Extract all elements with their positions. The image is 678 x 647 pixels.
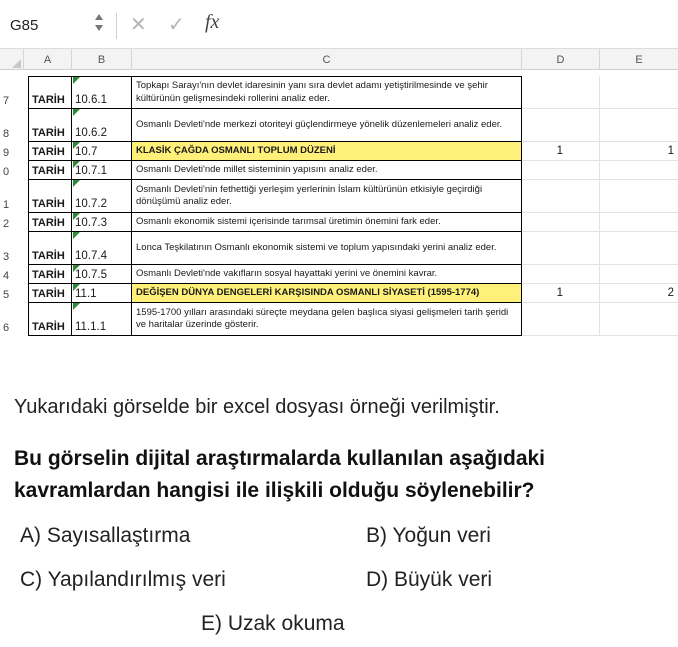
- row-header[interactable]: 4: [3, 270, 10, 282]
- cell-c[interactable]: [132, 303, 522, 336]
- cell-b[interactable]: [72, 232, 132, 265]
- cell-a[interactable]: TARİH: [28, 303, 72, 336]
- cell-c-text: DEĞİŞEN DÜNYA DENGELERİ KARŞISINDA OSMANLI SİYASETİ (1595-1774): [136, 286, 480, 298]
- cell-e[interactable]: [600, 161, 678, 180]
- cell-c[interactable]: [132, 161, 522, 180]
- option-e[interactable]: E) Uzak okuma: [201, 612, 345, 635]
- cell-e[interactable]: [600, 109, 678, 142]
- error-indicator-icon: [73, 213, 80, 220]
- row-header[interactable]: 6: [3, 322, 10, 334]
- cell-d[interactable]: [522, 180, 600, 213]
- cell-b-text: 10.6.1: [75, 94, 107, 106]
- error-indicator-icon: [73, 161, 80, 168]
- row-header[interactable]: 0: [3, 166, 10, 178]
- cell-c[interactable]: [132, 213, 522, 232]
- cell-a[interactable]: TARİH: [28, 180, 72, 213]
- error-indicator-icon: [73, 142, 80, 149]
- cell-b-text: 10.7.4: [75, 250, 107, 262]
- cell-d[interactable]: [522, 265, 600, 284]
- cell-d[interactable]: [522, 303, 600, 336]
- question-line-2: kavramlardan hangisi ile ilişkili olduğu söylenebilir?: [14, 479, 535, 502]
- cell-b[interactable]: [72, 109, 132, 142]
- name-box[interactable]: G85: [10, 17, 39, 34]
- cell-b-text: 10.6.2: [75, 127, 107, 139]
- error-indicator-icon: [73, 284, 80, 291]
- cell-c[interactable]: [132, 109, 522, 142]
- cell-b-text: 10.7.3: [75, 217, 107, 229]
- cell-e[interactable]: [600, 232, 678, 265]
- cell-d[interactable]: [522, 232, 600, 265]
- cell-c-text: Osmanlı Devleti'nde millet sisteminin yapısını analiz eder.: [136, 163, 378, 175]
- cell-d[interactable]: [522, 109, 600, 142]
- cell-b-text: 10.7: [75, 146, 98, 158]
- cell-c[interactable]: [132, 180, 522, 213]
- cell-b-text: 10.7.2: [75, 198, 107, 210]
- cell-c-text: KLASİK ÇAĞDA OSMANLI TOPLUM DÜZENİ: [136, 144, 336, 156]
- question-intro: Yukarıdaki görselde bir excel dosyası örneği verilmiştir.: [14, 396, 500, 418]
- cell-a[interactable]: TARİH: [28, 213, 72, 232]
- cell-a[interactable]: TARİH: [28, 161, 72, 180]
- cell-c[interactable]: [132, 284, 522, 303]
- cell-c[interactable]: [132, 265, 522, 284]
- cell-b[interactable]: [72, 180, 132, 213]
- column-header-c[interactable]: C: [132, 49, 522, 70]
- cell-a[interactable]: TARİH: [28, 142, 72, 161]
- cell-c-text: 1595-1700 yılları arasındaki süreçte meydana gelen başlıca siyasi gelişmeleri tarih şeridi ve haritalar üzerinde gösterir.: [136, 306, 509, 330]
- cell-d[interactable]: [522, 76, 600, 109]
- cell-c-text: Topkapı Sarayı'nın devlet idaresinin yanı sıra devlet adamı yetiştirilmesinde ve şehir kültürünün gelişmesindeki rollerini analiz eder.: [136, 80, 488, 104]
- cell-d[interactable]: [522, 161, 600, 180]
- cell-a[interactable]: TARİH: [28, 109, 72, 142]
- cell-c-text: Osmanlı Devleti'nde merkezi otoriteyi güçlendirmeye yönelik düzenlemeleri analiz eder.: [136, 118, 503, 130]
- table-row: [0, 161, 678, 180]
- row-header[interactable]: 9: [3, 147, 10, 159]
- table-row: [0, 109, 678, 142]
- cell-c[interactable]: [132, 76, 522, 109]
- row-header[interactable]: 2: [3, 218, 10, 230]
- confirm-icon[interactable]: ✓: [168, 14, 185, 36]
- column-header-a[interactable]: A: [24, 49, 72, 70]
- cell-e[interactable]: [600, 303, 678, 336]
- table-row: [0, 232, 678, 265]
- cell-e[interactable]: [600, 265, 678, 284]
- cell-a[interactable]: TARİH: [28, 284, 72, 303]
- cell-c[interactable]: [132, 142, 522, 161]
- cell-e[interactable]: 1: [600, 142, 678, 161]
- option-b[interactable]: B) Yoğun veri: [366, 524, 491, 547]
- cell-b[interactable]: [72, 213, 132, 232]
- table-row: [0, 265, 678, 284]
- table-row: [0, 213, 678, 232]
- error-indicator-icon: [73, 265, 80, 272]
- cell-b[interactable]: [72, 265, 132, 284]
- cell-a[interactable]: TARİH: [28, 265, 72, 284]
- error-indicator-icon: [73, 109, 80, 116]
- row-header[interactable]: 3: [3, 251, 10, 263]
- error-indicator-icon: [73, 303, 80, 310]
- column-header-d[interactable]: D: [522, 49, 600, 70]
- cell-d[interactable]: 1: [522, 142, 600, 161]
- cell-c[interactable]: [132, 232, 522, 265]
- insert-function-icon[interactable]: fx: [205, 11, 220, 33]
- option-a[interactable]: A) Sayısallaştırma: [20, 524, 191, 547]
- cell-d[interactable]: 1: [522, 284, 600, 303]
- table-row: [0, 76, 678, 109]
- cell-c-text: Osmanlı ekonomik sistemi içerisinde tarımsal üretimin önemini fark eder.: [136, 215, 441, 227]
- name-box-stepper-icon[interactable]: [95, 14, 105, 36]
- cell-e[interactable]: [600, 180, 678, 213]
- table-row: [0, 284, 678, 303]
- cell-d[interactable]: [522, 213, 600, 232]
- question-line-1: Bu görselin dijital araştırmalarda kullanılan aşağıdaki: [14, 447, 546, 470]
- column-header-row: [0, 48, 678, 70]
- row-header[interactable]: 5: [3, 289, 10, 301]
- row-header[interactable]: 7: [3, 95, 10, 107]
- cell-b[interactable]: [72, 142, 132, 161]
- error-indicator-icon: [73, 77, 80, 84]
- cell-a[interactable]: TARİH: [28, 76, 72, 109]
- cell-c-text: Osmanlı Devleti'nde vakıfların sosyal hayattaki yerini ve önemini kavrar.: [136, 267, 438, 279]
- cell-b[interactable]: [72, 284, 132, 303]
- cell-b-text: 10.7.5: [75, 269, 107, 281]
- column-header-e[interactable]: E: [635, 53, 643, 66]
- cell-b-text: 11.1.1: [75, 321, 107, 333]
- select-all-corner[interactable]: [0, 49, 24, 70]
- option-d[interactable]: D) Büyük veri: [366, 568, 493, 591]
- formula-bar: [0, 0, 678, 46]
- table-row: [0, 303, 678, 336]
- table-row: [0, 142, 678, 161]
- cell-e[interactable]: 2: [600, 284, 678, 303]
- option-c[interactable]: C) Yapılandırılmış veri: [20, 568, 226, 591]
- spreadsheet-grid: [0, 48, 678, 353]
- error-indicator-icon: [73, 180, 80, 187]
- cell-b-text: 11.1: [75, 288, 97, 300]
- error-indicator-icon: [73, 232, 80, 239]
- cell-a[interactable]: TARİH: [28, 232, 72, 265]
- formula-bar-divider: [116, 13, 117, 39]
- cell-c-text: Osmanlı Devleti'nin fethettiği yerleşim yerlerinin İslam kültürünün etkisiyle geçirdiği dönüşümü analiz eder.: [136, 183, 483, 207]
- cell-e[interactable]: [600, 76, 678, 109]
- question-stem: [14, 443, 674, 507]
- column-header-b[interactable]: B: [72, 49, 132, 70]
- row-header[interactable]: 1: [3, 199, 10, 211]
- cell-c-text: Lonca Teşkilatının Osmanlı ekonomik sistemi ve toplum yapısındaki yerini analiz eder.: [136, 241, 497, 253]
- table-row: [0, 180, 678, 213]
- row-header[interactable]: 8: [3, 128, 10, 140]
- cell-b[interactable]: [72, 161, 132, 180]
- cell-e[interactable]: [600, 213, 678, 232]
- cell-b-text: 10.7.1: [75, 165, 107, 177]
- cell-b[interactable]: [72, 303, 132, 336]
- cell-b[interactable]: [72, 76, 132, 109]
- cancel-icon[interactable]: ✕: [130, 14, 147, 36]
